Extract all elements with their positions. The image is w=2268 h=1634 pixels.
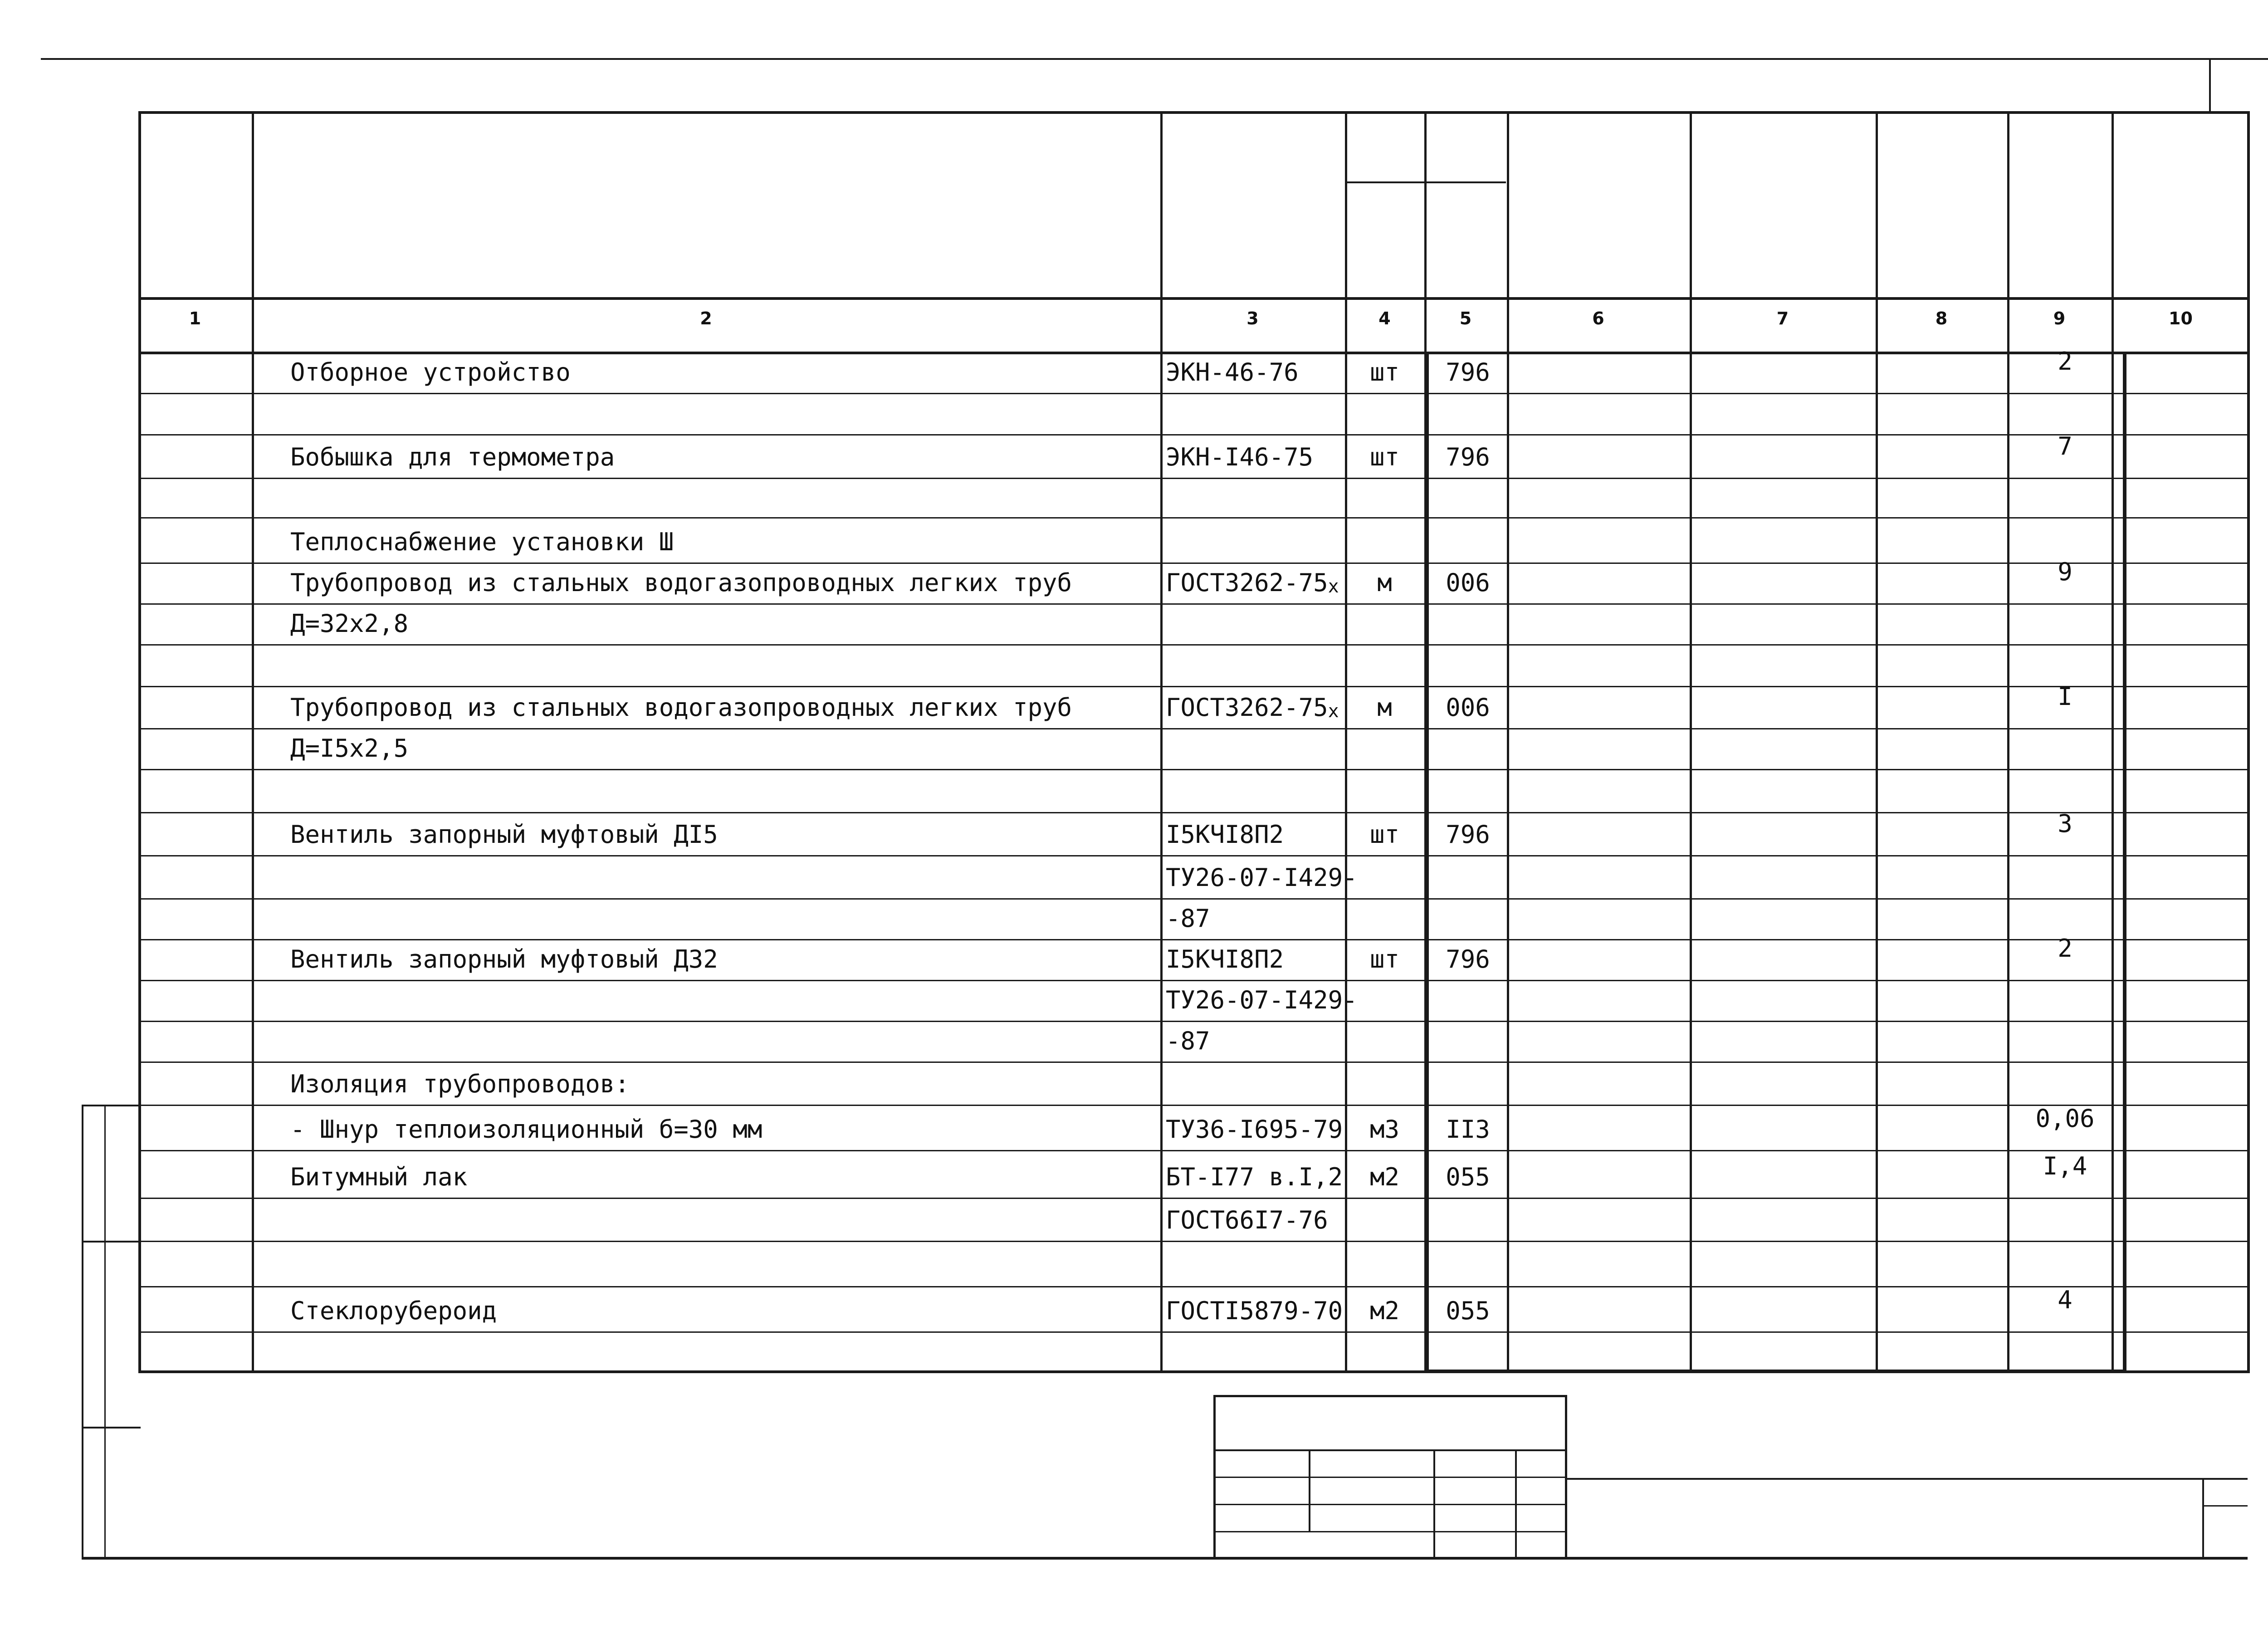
thick-bottom-rule bbox=[1424, 1370, 2126, 1373]
row-divider bbox=[138, 644, 2250, 646]
stamp-vline-1 bbox=[1309, 1449, 1310, 1531]
list-box-mid bbox=[2202, 1505, 2248, 1507]
type-cell: ЭКН-46-76 bbox=[1166, 358, 1299, 386]
code-cell: 796 bbox=[1446, 358, 1490, 386]
code-cell: 006 bbox=[1446, 568, 1490, 597]
stamp-line-1 bbox=[1213, 1449, 1567, 1451]
col-divider bbox=[1507, 111, 1509, 1373]
type-cell: I5КЧI8П2 bbox=[1166, 820, 1284, 849]
col-divider bbox=[1690, 111, 1692, 1373]
header-bottom-rule bbox=[138, 297, 2250, 300]
column-number: 3 bbox=[1246, 308, 1259, 328]
qty-cell: 4 bbox=[2058, 1286, 2072, 1314]
list-box-left bbox=[2202, 1480, 2204, 1558]
type-cell: I5КЧI8П2 bbox=[1166, 945, 1284, 974]
column-number: 8 bbox=[1935, 308, 1948, 328]
corner-box-left bbox=[2209, 59, 2211, 113]
name-cell: Вентиль запорный муфтовый Д32 bbox=[290, 945, 718, 974]
qty-cell: 9 bbox=[2058, 558, 2072, 586]
qty-cell: 2 bbox=[2058, 934, 2072, 963]
col-divider bbox=[1160, 111, 1163, 1373]
qty-cell: I,4 bbox=[2043, 1152, 2087, 1180]
type-cell: БТ-I77 в.I,2 bbox=[1166, 1163, 1343, 1191]
column-number: 10 bbox=[2169, 308, 2193, 328]
stamp-vline-3 bbox=[1515, 1449, 1517, 1558]
row-divider bbox=[138, 1241, 2250, 1242]
qty-cell: 2 bbox=[2058, 347, 2072, 376]
unit-cell: шт bbox=[1369, 820, 1400, 849]
column-number: 9 bbox=[2053, 308, 2066, 328]
album-label bbox=[27, 327, 50, 463]
code-cell: 055 bbox=[1446, 1296, 1490, 1325]
code-cell: 796 bbox=[1446, 443, 1490, 471]
name-cell: Изоляция трубопроводов: bbox=[290, 1070, 630, 1098]
unit-cell: шт bbox=[1369, 443, 1400, 471]
side-stamp-div1 bbox=[82, 1241, 141, 1243]
code-cell: 006 bbox=[1446, 693, 1490, 722]
unit-cell: м bbox=[1377, 693, 1392, 722]
type-cell: ТУ26-07-I429- bbox=[1166, 986, 1358, 1014]
unit-cell: м3 bbox=[1369, 1115, 1400, 1144]
row-divider bbox=[138, 769, 2250, 770]
name-cell: Вентиль запорный муфтовый ДI5 bbox=[290, 820, 718, 849]
unit-cell: м bbox=[1377, 568, 1392, 597]
code-cell: II3 bbox=[1446, 1115, 1490, 1144]
name-cell: Отборное устройство bbox=[290, 358, 571, 386]
unit-cell: м2 bbox=[1369, 1163, 1400, 1191]
thick-col-divider bbox=[1424, 352, 1429, 1370]
name-cell: Д=32х2,8 bbox=[290, 609, 409, 638]
thick-col-divider bbox=[2123, 352, 2126, 1370]
unit-subheader-rule bbox=[1345, 181, 1506, 183]
qty-cell: 0,06 bbox=[2035, 1104, 2095, 1133]
side-podpis bbox=[82, 1248, 100, 1420]
name-cell: Теплоснабжение установки Ш bbox=[290, 528, 674, 556]
code-cell: 796 bbox=[1446, 945, 1490, 974]
qty-cell: 3 bbox=[2058, 809, 2072, 838]
title-block-top bbox=[1567, 1478, 2248, 1480]
type-cell: ТУ26-07-I429- bbox=[1166, 863, 1358, 892]
col-divider bbox=[252, 111, 254, 1373]
unit-cell: шт bbox=[1369, 358, 1400, 386]
name-cell: Трубопровод из стальных водогазопроводных легких труб bbox=[290, 568, 1072, 597]
name-cell: Трубопровод из стальных водогазопроводных легких труб bbox=[290, 693, 1072, 722]
top-rule bbox=[41, 58, 2268, 60]
side-inv-podl bbox=[82, 1418, 100, 1567]
row-divider bbox=[138, 1331, 2250, 1333]
type-cell: -87 bbox=[1166, 904, 1210, 933]
bottom-frame bbox=[82, 1557, 2248, 1560]
row-divider bbox=[138, 478, 2250, 479]
code-cell: 055 bbox=[1446, 1163, 1490, 1191]
name-cell: Бобышка для термометра bbox=[290, 443, 615, 471]
side-stamp-inner bbox=[104, 1105, 106, 1558]
stamp-line-3 bbox=[1213, 1504, 1567, 1505]
column-number: 6 bbox=[1592, 308, 1604, 328]
stamp-vline-2 bbox=[1433, 1449, 1435, 1558]
column-number: 1 bbox=[189, 308, 201, 328]
column-number: 7 bbox=[1776, 308, 1789, 328]
name-cell: Битумный лак bbox=[290, 1163, 468, 1191]
column-number: 4 bbox=[1378, 308, 1391, 328]
type-cell: ГОСТ3262-75 x bbox=[1166, 693, 1339, 722]
type-cell: ГОСТ66I7-76 bbox=[1166, 1206, 1328, 1234]
name-cell: Стеклорубероид bbox=[290, 1296, 497, 1325]
qty-cell: 7 bbox=[2058, 432, 2072, 460]
name-cell: Д=I5х2,5 bbox=[290, 734, 409, 763]
name-cell: - Шнур теплоизоляционный б=30 мм bbox=[290, 1115, 763, 1144]
column-number: 2 bbox=[700, 308, 712, 328]
type-cell: ЭКН-I46-75 bbox=[1166, 443, 1314, 471]
unit-cell: шт bbox=[1369, 945, 1400, 974]
side-vzam bbox=[84, 1102, 102, 1238]
row-divider bbox=[138, 393, 2250, 394]
type-cell: ГОСТI5879-70 bbox=[1166, 1296, 1343, 1325]
stamp-line-2 bbox=[1213, 1477, 1567, 1478]
type-cell: ТУ36-I695-79 bbox=[1166, 1115, 1343, 1144]
column-number: 5 bbox=[1459, 308, 1472, 328]
type-cell: -87 bbox=[1166, 1027, 1210, 1055]
qty-cell: I bbox=[2058, 682, 2072, 711]
stamp-line-4 bbox=[1213, 1531, 1567, 1532]
type-cell: ГОСТ3262-75 x bbox=[1166, 568, 1339, 597]
unit-cell: м2 bbox=[1369, 1296, 1400, 1325]
col-divider bbox=[1876, 111, 1878, 1373]
code-cell: 796 bbox=[1446, 820, 1490, 849]
